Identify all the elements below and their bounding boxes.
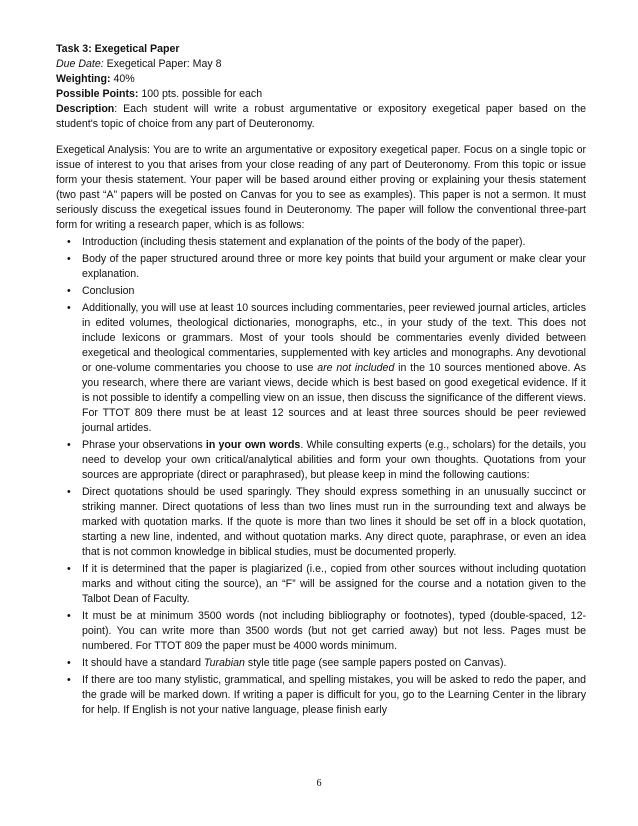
description-value: : Each student will write a robust argumentative or expository exegetical paper based on the student's topic of choice from any part of Deuteronomy. xyxy=(56,103,586,130)
due-date-value: Exegetical Paper: May 8 xyxy=(103,58,222,70)
weighting-value: 40% xyxy=(110,73,135,85)
list-item: • If there are too many stylistic, grammatical, and spelling mistakes, you will be asked to redo the paper, and the grade will be marked down. If writing a paper is difficult for you, go to the Learning Center in the library for help. If English is not your native language, please finish early xyxy=(67,674,586,716)
list-item: • Phrase your observations in your own words. While consulting experts (e.g., scholars) for the details, you need to develop your own critical/analytical abilities and form your own thoughts. Quotations from your sources are appropriate (direct or paraphrased), but please keep in mind the following cautions: xyxy=(67,439,586,481)
bullet-icon: • xyxy=(67,563,71,575)
list-item: • It should have a standard Turabian style title page (see sample papers posted on Canvas). xyxy=(67,657,507,669)
list-item: • Introduction (including thesis statement and explanation of the points of the body of the paper). xyxy=(67,236,526,248)
bullet-icon: • xyxy=(67,610,71,622)
list-item: • It must be at minimum 3500 words (not including bibliography or footnotes), typed (double-spaced, 12-point). You can write more than 3500 words (but not get carried away) but not less. Pages must be numbered. For TTOT 809 the paper must be 4000 words minimum. xyxy=(67,610,586,652)
bullet-icon: • xyxy=(67,439,71,451)
task-title: Task 3: Exegetical Paper xyxy=(56,43,180,55)
bullet-icon: • xyxy=(67,302,71,314)
list-item: • If it is determined that the paper is plagiarized (i.e., copied from other sources without including quotation marks and without citing the source), an “F” will be assigned for the course and a notation given to the Talbot Dean of Faculty. xyxy=(67,563,586,605)
list-item: • Additionally, you will use at least 10 sources including commentaries, peer reviewed journal articles, articles in edited volumes, theological dictionaries, monographs, etc., in your study of the text. This does not include lexicons or grammars. Most of your tools should be commentaries evenly divided between exegetical and theological commentaries, supplemented with key articles and monographs. Any devotional or one-volume commentaries you choose to use are not included in the 10 sources mentioned above. As you research, where there are variant views, decide which is best based on good exegetical evidence. If it is not possible to identify a compelling view on an issue, then discuss the significance of the different views. For TTOT 809 there must be at least 12 sources and at least three sources should be peer reviewed journal artides. xyxy=(67,302,587,434)
due-date-label: Due Date: xyxy=(56,58,104,70)
bullet-icon: • xyxy=(67,674,71,686)
list-item: • Conclusion xyxy=(67,285,135,297)
bullet-icon: • xyxy=(67,486,71,498)
page-content xyxy=(56,42,586,718)
weighting-label: Weighting: xyxy=(56,73,111,85)
description-label: Description xyxy=(56,103,115,115)
list-item: • Direct quotations should be used sparingly. They should express something in an unusually succinct or striking manner. Direct quotations of less than two lines must run in the surrounding text and always be marked with quotation marks. If the quote is more than two lines it should be set off in a block quotation, starting a new line, indented, and without quotation marks. Any direct quote, paraphrase, or even an idea that is not common knowledge in biblical studies, must be documented properly. xyxy=(67,486,586,558)
points-label: Possible Points: xyxy=(56,88,139,100)
bullet-icon: • xyxy=(67,657,71,669)
points-line xyxy=(56,87,586,102)
intro-paragraph: Exegetical Analysis: You are to write an argumentative or expository exegetical paper. Focus on a single topic or issue of interest to you that arises from your close reading of any part of Deuteronomy. From this topic or issue form your thesis statement. Your paper will be based around either proving or explaining your thesis statement (two past “A” papers will be posted on Canvas for you to see as examples). This paper is not a sermon. It must seriously discuss the exegetical issues found in Deuteronomy. The paper will follow the conventional three-part form for writing a research paper, which is as follows: xyxy=(56,144,586,231)
task-header xyxy=(56,42,586,102)
list-item: • Body of the paper structured around three or more key points that build your argument or make clear your explanation. xyxy=(67,253,586,280)
description-line xyxy=(56,102,586,132)
bullet-icon: • xyxy=(67,236,71,248)
bullet-icon: • xyxy=(67,253,71,265)
page-number: 6 xyxy=(316,778,322,789)
points-value: 100 pts. possible for each xyxy=(138,88,263,100)
bullet-icon: • xyxy=(67,285,71,297)
requirements-list xyxy=(56,235,586,718)
due-date-line xyxy=(56,57,586,72)
weighting-line xyxy=(56,72,586,87)
